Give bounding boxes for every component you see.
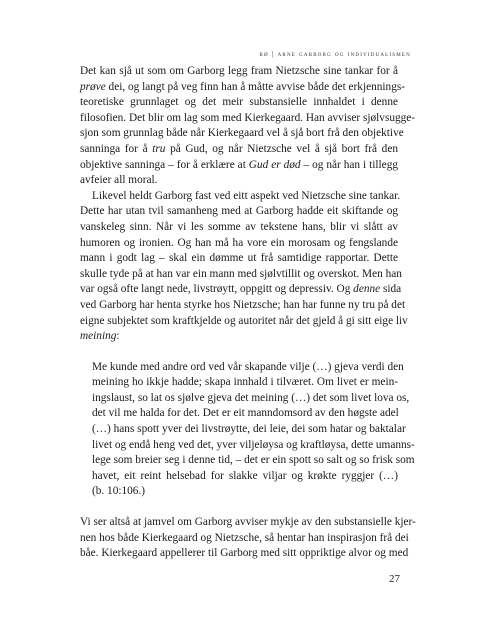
quote-line: (…) hans spott yver dei livstrøytte, dei leie, dei som hatar og baktalar — [92, 423, 406, 436]
text-line: Det kan sjå ut som om Garborg legg fram Nietzsche sine tankar for å — [80, 65, 398, 77]
text-line: vanskeleg sinn. Når vi les somme av tekstene hans, blir vi slått av — [80, 220, 398, 233]
emphasis: tru — [152, 142, 166, 155]
text-line: Likevel heldt Garborg fast ved eitt aspekt ved Nietzsche sine tankar. — [92, 189, 401, 202]
running-head: bø | arne garborg og individualismen — [259, 49, 411, 58]
text-line: eigne subjektet som kraftkjelde og autoritet når det gjeld å gi sitt eige liv — [80, 314, 408, 327]
paragraph-2-continued — [80, 204, 408, 344]
quote-line: Me kunde med andre ord ved vår skapande vilje (…) gjeva verdi den — [92, 360, 404, 373]
quote-line: det vil me halda for det. Det er eit manndomsord av den høgste adel — [92, 407, 399, 420]
text-line: skulle tyde på at han var ein mann med sjølvtillit og overskot. Men han — [80, 267, 402, 280]
text-line: objektive sanninga – for å erklære at Gud er død – og når han i tillegg — [80, 158, 398, 171]
emphasis: Gud er død — [248, 158, 301, 171]
emphasis: prøve — [80, 80, 106, 93]
text-line: filosofien. Det blir om lag som med Kierkegaard. Han avviser sjølvsugge- — [80, 111, 416, 124]
text-line: nen hos både Kierkegaard og Nietzsche, så hentar han inspirasjon frå dei — [80, 531, 409, 544]
paragraph-2 — [92, 189, 401, 205]
paragraph-3 — [80, 515, 416, 562]
text-line: humoren og ironien. Og han må ha vore ein morosam og fengslande — [80, 236, 398, 249]
text-line: båe. Kierkegaard appellerer til Garborg med sitt oppriktige alvor og med — [80, 547, 409, 560]
quote-line: lege som breier seg i denne tid, – det er ein spott so salt og so frisk som — [92, 454, 415, 467]
emphasis: denne — [353, 283, 381, 296]
text-line: var også ofte langt nede, livstrøytt, oppgitt og depressiv. Og denne sida — [80, 283, 402, 296]
text-line: mann i godt lag – skal ein dømme ut frå samtidige rapportar. Dette — [80, 252, 398, 265]
page-number: 27 — [389, 573, 400, 585]
paragraph-1 — [80, 64, 416, 189]
text-line: sjon som grunnlag både når Kierkegaard vel å sjå bort frå den objektive — [80, 127, 404, 140]
block-quote — [92, 360, 415, 500]
text-line: ved Garborg har henta styrke hos Nietzsche; han har funne ny tru på det — [80, 298, 406, 311]
quote-line: livet og endå heng ved det, yver viljeløysa og kraftløysa, dette umanns- — [92, 438, 415, 451]
quote-line: meining ho ikkje hadde; skapa innhald i tilværet. Om livet er mein- — [92, 376, 398, 389]
body-text — [80, 64, 416, 562]
text-line: prøve dei, og langt på veg finn han å måtte avvise både det erkjennings- — [80, 80, 406, 93]
quote-line: ingslaust, so lat os sjølve gjeva det meining (…) det som livet lova os, — [92, 391, 410, 404]
quote-line: havet, eit reint helsebad for slakke viljar og krøkte ryggjer (…) — [92, 469, 398, 482]
text-line: sanninga for å tru på Gud, og når Nietzsche vel å sjå bort frå den — [80, 142, 398, 155]
text-line: Vi ser altså at jamvel om Garborg avviser mykje av den substansielle kjer- — [80, 516, 416, 529]
emphasis: meining — [80, 330, 117, 343]
quote-reference: (b. 10:106.) — [92, 485, 146, 498]
text-line: teoretiske grunnlaget og det meir substansielle innhaldet i denne — [80, 96, 398, 109]
text-line: Dette har utan tvil samanheng med at Garborg hadde eit skiftande og — [80, 205, 398, 218]
text-line: meining: — [80, 330, 120, 343]
text-line: avfeier all moral. — [80, 174, 158, 187]
